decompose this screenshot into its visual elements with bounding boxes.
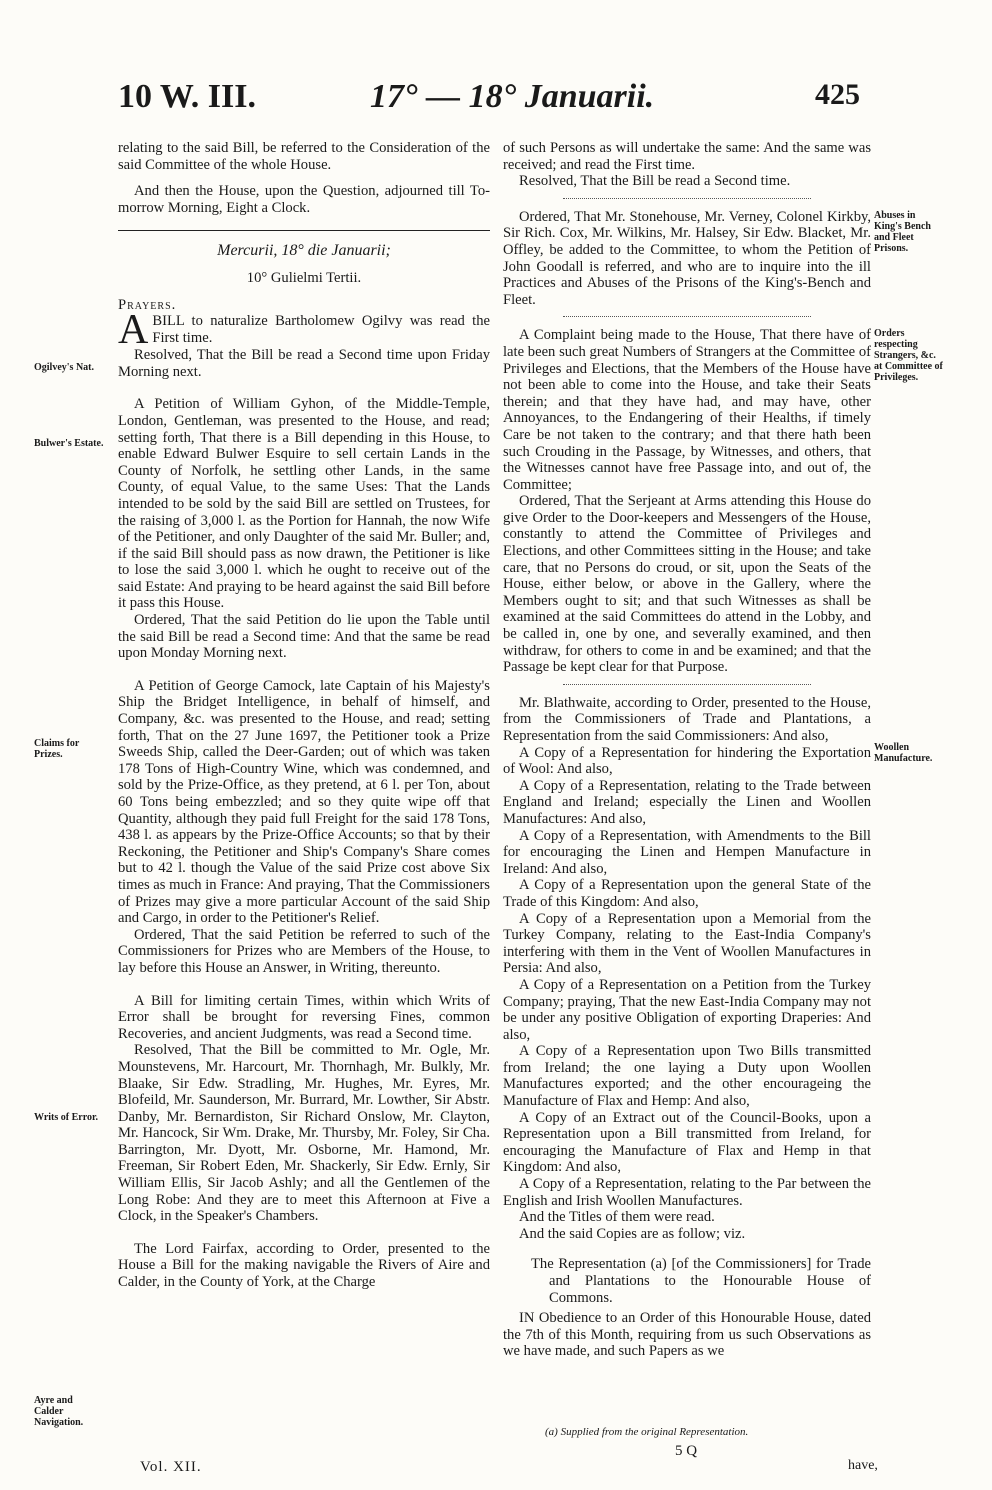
copy-item: A Copy of a Representation upon the general State of the Trade of this Kingdom: And also, xyxy=(503,877,871,910)
signature-mark: 5 Q xyxy=(675,1443,698,1459)
ogilvy-bill: ABILL to naturalize Bartholomew Ogilvy was read the First time. xyxy=(118,307,490,354)
writs-resolved: Resolved, That the Bill be committed to Mr. Ogle, Mr. Mounstevens, Mr. Harcourt, Mr. Thornhagh, Mr. Bulkly, Mr. Blaake, Sir Edw. Stradling, Mr. Hughes, Mr. Eyres, Mr. Blofeild, Mr. Saunderson, Mr. Burrard, Mr. Lowther, Sir Abstr. Danby, Mr. Bernardiston, Sir Richard Onslow, Mr. Clayton, Mr. Hancock, Sir Wm. Drake, Mr. Thursby, Mr. Foley, Sir Cha. Barrington, Mr. Dyott, Mr. Osborne, Mr. Hamond, Mr. Freeman, Sir Robert Eden, Mr. Shackerly, Sir Edw. Ernly, Sir William Ellis, Sir Jacob Ashly; and all the Gentlemen of the Long Robe: And they are to meet this Afternoon at Five a Clock, in the Speaker's Chambers. xyxy=(118,1042,490,1225)
drop-cap: A xyxy=(118,307,149,354)
copy-item: A Copy of a Representation upon Two Bills transmitted from Ireland; the one laying a Duty upon Woollen Manufactures exported; and the other encourageing the Manufacture of Flax and Hemp: And also, xyxy=(503,1043,871,1110)
margin-note-woollen: Woollen Manufacture. xyxy=(874,742,933,764)
copies-follow: And the said Copies are as follow; viz. xyxy=(519,1225,746,1242)
bulwer-petition: A Petition of William Gyhon, of the Middle-Temple, London, Gentleman, was presented to the House, and read; setting forth, That there is a Bill depending in this House, to enable Edward Bulwer Esquire to sell certain Lands in the County of Norfolk, he settling other Lands, in the same County, of equal Value, to the same Uses: That the Lands intended to be sold by the said Bill are settled on Trustees, for the raising of 3,000 l. as the Portion for Hannah, the now Wife of the Petitioner, and only Daughter of the said Mr. Buller; and, if the said Bill should pass as now drawn, the Petitioner is like to lose the said 3,000 l. which he ought to receive out of the said Estate: And praying to be heard against the said Bill before it pass this House. xyxy=(118,396,490,612)
paragraph: of such Persons as will undertake the same: And the same was received; and read the First time. xyxy=(503,140,871,173)
margin-note-abuses: Abuses in King's Bench and Fleet Prisons. xyxy=(874,210,931,254)
resolved: Resolved, That the Bill be read a Second time. xyxy=(519,173,791,190)
margin-note-bulwer: Bulwer's Estate. xyxy=(34,438,104,449)
woollen-representation: Mr. Blathwaite, according to Order, presented to the House, from the Commissioners of Trade and Plantations, a Representation from the said Commissioners: And also, xyxy=(503,694,871,744)
regnal-line: 10° Gulielmi Tertii. xyxy=(246,269,362,286)
dotted-rule xyxy=(563,684,811,685)
paragraph: relating to the said Bill, be referred to the Consideration of the said Committee of the whole House. xyxy=(118,140,490,173)
running-header xyxy=(0,78,992,128)
margin-note-claims: Claims for Prizes. xyxy=(34,738,80,760)
copy-item: A Copy of a Representation for hindering the Exportation of Wool: And also, xyxy=(503,744,871,778)
copy-item: A Copy of a Representation, relating to the Par between the English and Irish Woollen Manufactures. xyxy=(503,1176,871,1209)
camock-ordered: Ordered, That the said Petition be referred to such of the Commissioners for Prizes who are Members of the House, to lay before this House an Answer, in Writing, thereunto. xyxy=(118,926,490,976)
complaint: A Complaint being made to the House, That there have of late been such great Numbers of Strangers at the Committee of Privileges and Elections, that the Members of the House have not been able to come into the House, and take their Seats therein; and that they have had, and may have, other Annoyances, to the Endangering of their Healths, if timely Care be not taken to the contrary; and that there hath been such Crouding in the Passage, by Witnesses, and others, that the Witnesses cannot have free Passage into, and out of, the Committee; xyxy=(503,327,871,493)
complaint-ordered: Ordered, That the Serjeant at Arms attending this House do give Order to the Door-keepers and Messengers of the House, constantly to attend the Committee of Privileges and Elections, and other Committees sitting in the House; and take care, that no Persons do croud, or sit, upon the Seats of the House, either below, or above in the Gallery, where the Members ought to sit; and that such Witnesses as shall be examined at the said Committees do attend in the Lobby, and be called in, one by one, and severally examined, and then withdraw, for others to come in and be examined; and that the Passage be kept clear for that Purpose. xyxy=(503,493,871,676)
footnote: (a) Supplied from the original Representation. xyxy=(545,1426,749,1438)
titles-read: And the Titles of them were read. xyxy=(519,1209,715,1226)
copy-item: A Copy of an Extract out of the Council-Books, upon a Representation upon a Bill transmitted from Ireland, for encouraging the Manufacture of Flax and Hemp in that Kingdom: And also, xyxy=(503,1109,871,1176)
representation-title: The Representation (a) [of the Commissioners] for Trade and Plantations to the Honourable House of Commons. xyxy=(531,1256,871,1306)
header-page-number: 425 xyxy=(815,78,860,111)
volume-label: Vol. XII. xyxy=(140,1459,202,1475)
left-column xyxy=(118,140,490,1291)
copy-item: A Copy of a Representation, with Amendments to the Bill for encouraging the Linen and Hempen Manufacture in Ireland: And also, xyxy=(503,827,871,877)
section-rule xyxy=(118,230,490,231)
prayers-heading: Prayers. xyxy=(118,296,177,313)
bulwer-ordered: Ordered, That the said Petition do lie upon the Table until the said Bill be read a Second time: And that the same be read upon Monday Morning next. xyxy=(118,612,490,662)
camock-petition: A Petition of George Camock, late Captain of his Majesty's Ship the Bridget Intelligence, in behalf of himself, and Company, &c. was presented to the House, and read; setting forth, That on the 27 June 1697, the Petitioner took a Prize Sweeds Ship, called the Deer-Garden; out of which was taken 178 Tons of High-Country Wine, which was condemned, and sold by the Prize-Office, as they pretend, at 6 l. per Ton, about 60 Tons being embezzled; and so they quite wipe off that Quantity, although they paid full Freight for the said 178 Tons, 438 l. as appears by the Prize-Office Accounts; so that by their Reckoning, the Petitioner and Ship's Company's Share comes but to 42 l. though the Value of the said Prize cost above Six times as much in France: And praying, That the Commissioners of Prizes may give a more particular Account of the said Ship and Cargo, in order to the Petitioner's Relief. xyxy=(118,677,490,927)
adjournment: And then the House, upon the Question, adjourned till To-morrow Morning, Eight a Clock. xyxy=(118,183,490,216)
ayre-bill: The Lord Fairfax, according to Order, presented to the House a Bill for the making navigable the Rivers of Aire and Calder, in the County of York, at the Charge xyxy=(118,1240,490,1291)
ogilvy-resolved: Resolved, That the Bill be read a Second time upon Friday Morning next. xyxy=(118,347,490,380)
dotted-rule xyxy=(563,198,811,199)
obedience-paragraph: IN Obedience to an Order of this Honourable House, dated the 7th of this Month, requiring from us such Observations as we have made, and such Papers as we xyxy=(503,1310,871,1360)
margin-note-ayre: Ayre and Calder Navigation. xyxy=(34,1395,84,1428)
margin-note-ogilvy: Ogilvey's Nat. xyxy=(34,362,94,373)
margin-note-orders: Orders respecting Strangers, &c. at Committee of Privileges. xyxy=(874,328,943,383)
margin-note-writs: Writs of Error. xyxy=(34,1112,98,1123)
copy-item: A Copy of a Representation upon a Memorial from the Turkey Company, relating to the East-India Company's interfering with them in the Vent of Woollen Manufactures in Persia: And also, xyxy=(503,910,871,977)
copy-item: A Copy of a Representation on a Petition from the Turkey Company; praying, That the new East-India Company may not be under any positive Obligation of exporting Draperies: And also, xyxy=(503,976,871,1043)
copy-item: A Copy of a Representation, relating to the Trade between England and Ireland; especially the Linen and Woollen Manufactures: And also, xyxy=(503,777,871,827)
catchword: have, xyxy=(848,1458,878,1473)
header-regnal-year: 10 W. III. xyxy=(118,78,256,115)
writs-bill: A Bill for limiting certain Times, within which Writs of Error shall be brought for reversing Fines, common Recoveries, and ancient Judgments, was read a Second time. xyxy=(118,992,490,1042)
right-column xyxy=(503,140,871,1360)
abuses-ordered: Ordered, That Mr. Stonehouse, Mr. Verney, Colonel Kirkby, Sir Rich. Cox, Mr. Wilkins, Mr. Halsey, Sir Edw. Blacket, Mr. Offley, be added to the Committee, to whom the Petition of John Goodall is referred, and who are to inquire into the ill Practices and Abuses of the Prisons of the King's-Bench and Fleet. xyxy=(503,208,871,308)
sitting-date: Mercurii, 18° die Januarii; xyxy=(217,242,391,260)
header-dates: 17° — 18° Januarii. xyxy=(370,78,655,115)
dotted-rule xyxy=(563,316,811,317)
